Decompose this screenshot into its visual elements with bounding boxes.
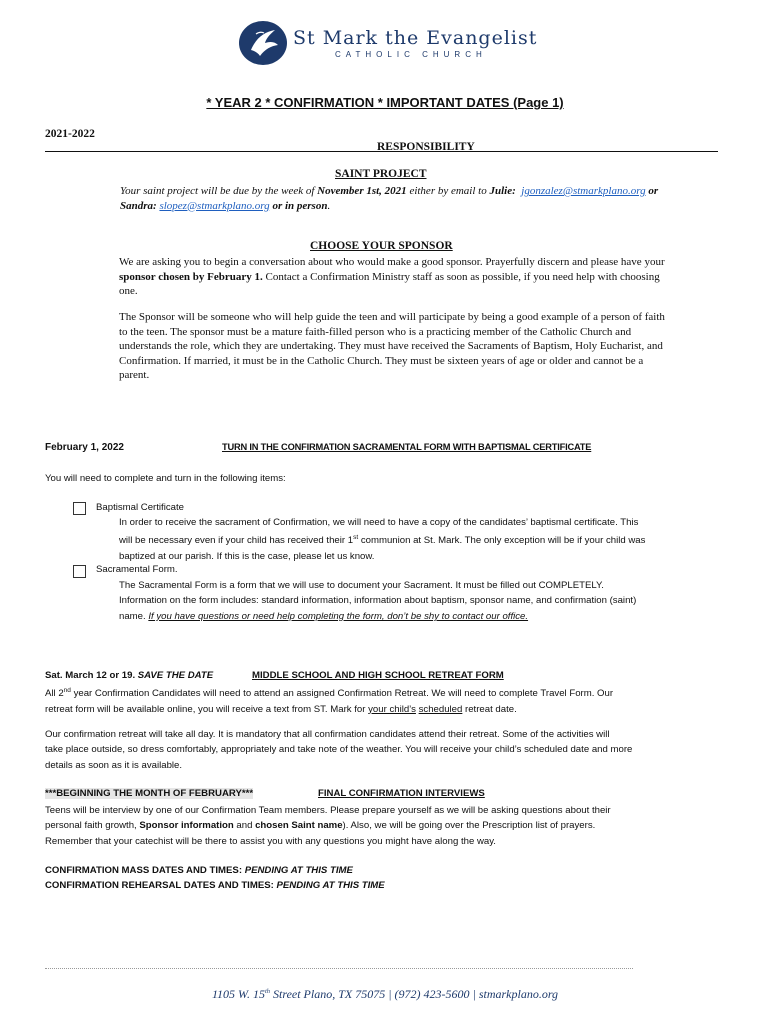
retreat-date: Sat. March 12 or 19. SAVE THE DATE xyxy=(45,670,214,681)
church-logo xyxy=(238,20,288,66)
footer-address: 1105 W. 15th Street Plano, TX 75075 | (972) 423-5600 | stmarkplano.org xyxy=(211,987,559,1001)
baptismal-certificate-checkbox[interactable] xyxy=(73,502,86,515)
feb-heading: TURN IN THE CONFIRMATION SACRAMENTAL FORM WITH BAPTISMAL CERTIFICATE xyxy=(222,442,592,452)
footer-rule xyxy=(45,968,633,969)
feb-intro: You will need to complete and turn in the following items: xyxy=(45,473,286,484)
sponsor-heading: CHOOSE YOUR SPONSOR xyxy=(310,240,453,252)
baptismal-certificate-label: Baptismal Certificate xyxy=(96,502,184,513)
page-title: * YEAR 2 * CONFIRMATION * IMPORTANT DATES (Page 1) xyxy=(206,95,564,110)
retreat-heading: MIDDLE SCHOOL AND HIGH SCHOOL RETREAT FORM xyxy=(252,670,504,681)
retreat-paragraph-1: All 2nd year Confirmation Candidates will need to attend an assigned Confirmation Retreat. We will need to complete Travel Form. Our retreat form will be available online, you will receive a text from ST. Mark for your child’s scheduled retreat date. xyxy=(45,687,614,715)
feb-date: February 1, 2022 xyxy=(45,442,124,453)
sponsor-paragraph-1: We are asking you to begin a conversation about who would make a good sponsor. Prayerfully discern and please have your sponsor chosen by February 1. Contact a Confirmation Ministry staff as soon as possible, if you need help with choosing one. xyxy=(119,256,665,298)
mass-dates: CONFIRMATION MASS DATES AND TIMES: PENDING AT THIS TIME CONFIRMATION REHEARSAL DATES AND TIMES: PENDING AT THIS TIME xyxy=(45,865,385,892)
sponsor-paragraph-2: The Sponsor will be someone who will help guide the teen and will participate by being a good example of a person of faith to the teen. The sponsor must be a mature faith-filled person who is a practicing member of the Catholic Church and understands the role, which they are undertaking. They must have received the Sacraments of Baptism, Holy Eucharist, and Confirmation. If married, it must be in the Catholic Church. They must be sixteen years of age or older and cannot be a parent. xyxy=(119,311,665,382)
lion-emblem-icon xyxy=(238,20,288,66)
interviews-date: ***BEGINNING THE MONTH OF FEBRUARY*** xyxy=(45,788,254,799)
church-subtitle: CATHOLIC CHURCH xyxy=(335,50,487,59)
saint-project-heading: SAINT PROJECT xyxy=(335,168,427,180)
header-rule xyxy=(45,151,718,152)
retreat-paragraph-2: Our confirmation retreat will take all day. It is mandatory that all confirmation candidates attend their retreat. Some of the activities will take place outside, so dress comfortably, appropriately and take note of the weather. You will receive your child’s scheduled date and more details as soon as it is available. xyxy=(45,729,633,771)
church-name: St Mark the Evangelist xyxy=(293,27,538,49)
interviews-paragraph: Teens will be interview by one of our Confirmation Team members. Please prepare yourself as we will be asking questions about their personal faith growth, Sponsor information and chosen Saint name). Also, we will be going over the Prescription list of prayers. Remember that your catechist will be there to assist you with any questions you might have along the way. xyxy=(45,805,611,847)
saint-project-text: Your saint project will be due by the week of November 1st, 2021 either by email to Julie: jgonzalez@stmarkplano.org or Sandra: slopez@stmarkplano.org or in person. xyxy=(120,185,659,212)
sacramental-form-text: The Sacramental Form is a form that we will use to document your Sacrament. It must be filled out COMPLETELY. Information on the form includes: standard information, information about baptism, sponsor name, and confirmation (saint) name. If you have questions or need help completing the form, don’t be shy to contact our office. xyxy=(119,580,637,622)
sacramental-form-label: Sacramental Form. xyxy=(96,564,178,575)
baptismal-certificate-text: In order to receive the sacrament of Confirmation, we will need to have a copy of the candidates’ baptismal certificate. This will be necessary even if your child has received their 1st communion at St. Mark. The only exception will be if your child was baptized at our parish. If this is the case, please let us know. xyxy=(119,517,646,562)
sandra-email-link[interactable]: slopez@stmarkplano.org xyxy=(159,199,270,212)
school-year: 2021-2022 xyxy=(45,128,95,140)
responsibility-heading: RESPONSIBILITY xyxy=(377,141,475,153)
interviews-heading: FINAL CONFIRMATION INTERVIEWS xyxy=(318,788,485,799)
julie-email-link[interactable]: jgonzalez@stmarkplano.org xyxy=(521,185,646,197)
sacramental-form-checkbox[interactable] xyxy=(73,565,86,578)
